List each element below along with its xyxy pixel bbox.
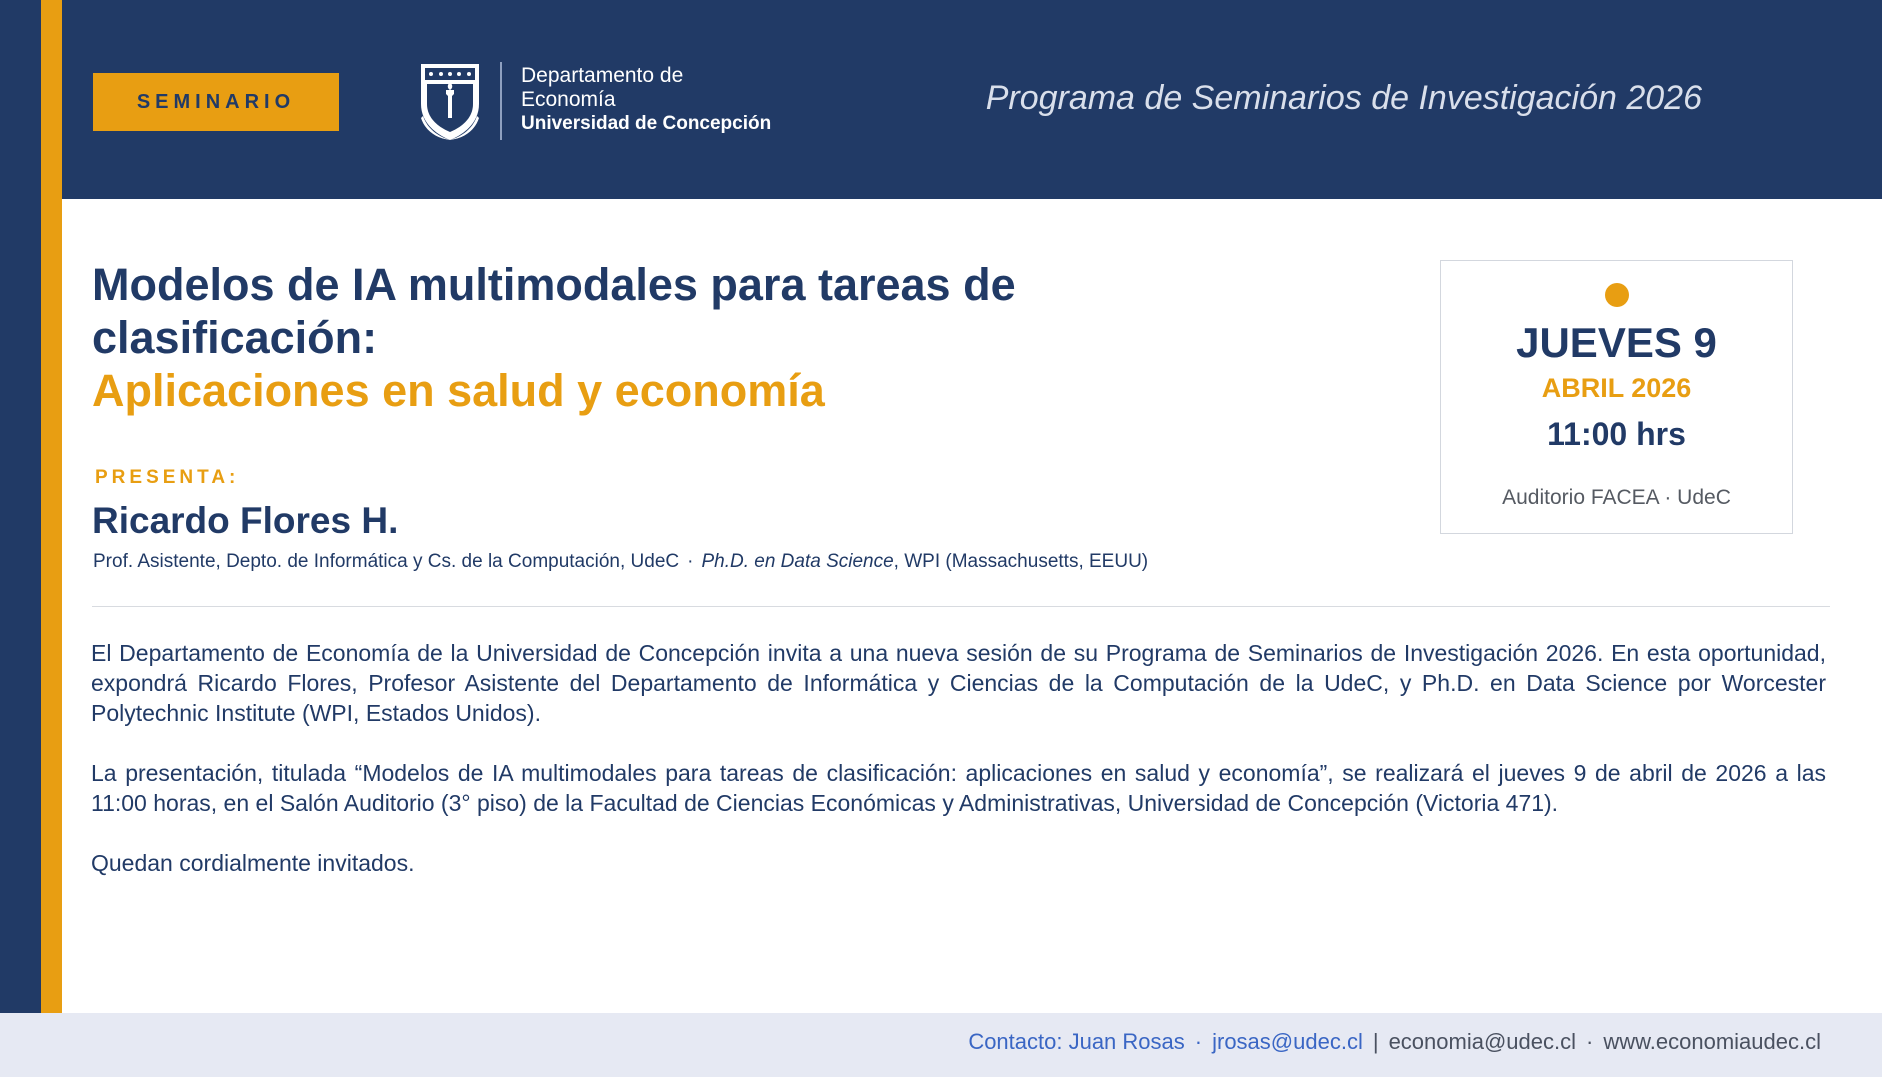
website-link[interactable]: www.economiaudec.cl	[1603, 1029, 1821, 1054]
department-name	[521, 64, 771, 136]
contact-email-link[interactable]: jrosas@udec.cl	[1212, 1029, 1363, 1054]
date-month: ABRIL 2026	[1541, 373, 1692, 403]
announcement-body	[91, 638, 1826, 908]
talk-subtitle: Aplicaciones en salud y economía	[92, 365, 825, 416]
contact-name: Contacto: Juan Rosas	[968, 1029, 1185, 1054]
section-divider	[92, 606, 1830, 607]
presenter-label: PRESENTA:	[95, 467, 240, 488]
footer-bar	[0, 1013, 1882, 1077]
date-card	[1440, 260, 1793, 534]
footer-contact-line	[968, 1029, 1821, 1055]
affiliation-separator: ·	[687, 551, 694, 572]
footer-dot: ·	[1586, 1029, 1594, 1054]
left-gold-stripe	[41, 0, 62, 1013]
footer-dot: ·	[1194, 1029, 1203, 1054]
date-time: 11:00 hrs	[1547, 416, 1686, 452]
udec-crest-icon	[417, 60, 483, 142]
body-paragraph: El Departamento de Economía de la Universidad de Concepción invita a una nueva sesión de su Programa de Seminarios de Investigación 2026. En esta oportunidad, expondrá Ricardo Flores, Profesor Asistente del Departamento de Informática y Ciencias de la Computación de la UdeC, y Ph.D. en Data Science por Worcester Polytechnic Institute (WPI, Estados Unidos).	[91, 640, 1826, 726]
date-day: JUEVES 9	[1516, 319, 1717, 366]
department-email-link[interactable]: economia@udec.cl	[1388, 1029, 1576, 1054]
presenter-affiliation	[93, 551, 1148, 573]
department-line-2: Economía	[521, 88, 616, 111]
left-navy-stripe	[0, 0, 41, 1013]
body-paragraph: Quedan cordialmente invitados.	[91, 850, 415, 876]
affiliation-institution: , WPI (Massachusetts, EEUU)	[893, 551, 1149, 572]
program-title: Programa de Seminarios de Investigación 2026	[985, 79, 1702, 117]
date-dot-icon	[1605, 283, 1629, 307]
logo-divider	[500, 62, 502, 140]
affiliation-degree: Ph.D. en Data Science	[701, 551, 894, 572]
header-banner	[62, 0, 1882, 199]
department-line-1: Departamento de	[521, 64, 684, 87]
affiliation-position: Prof. Asistente, Depto. de Informática y Cs. de la Computación, UdeC	[93, 551, 680, 572]
footer-pipe: |	[1372, 1029, 1379, 1054]
presenter-name: Ricardo Flores H.	[92, 500, 399, 541]
seminar-badge: SEMINARIO	[93, 73, 339, 131]
university-name: Universidad de Concepción	[521, 113, 772, 134]
talk-title: Modelos de IA multimodales para tareas de clasificación:	[92, 259, 1016, 363]
talk-title-block	[92, 258, 1112, 417]
body-paragraph: La presentación, titulada “Modelos de IA multimodales para tareas de clasificación: aplicaciones en salud y economía”, se realizará el jueves 9 de abril de 2026 a las 11:00 horas, en el Salón Auditorio (3° piso) de la Facultad de Ciencias Económicas y Administrativas, Universidad de Concepción (Victoria 471).	[91, 760, 1826, 816]
date-venue: Auditorio FACEA · UdeC	[1502, 486, 1731, 509]
